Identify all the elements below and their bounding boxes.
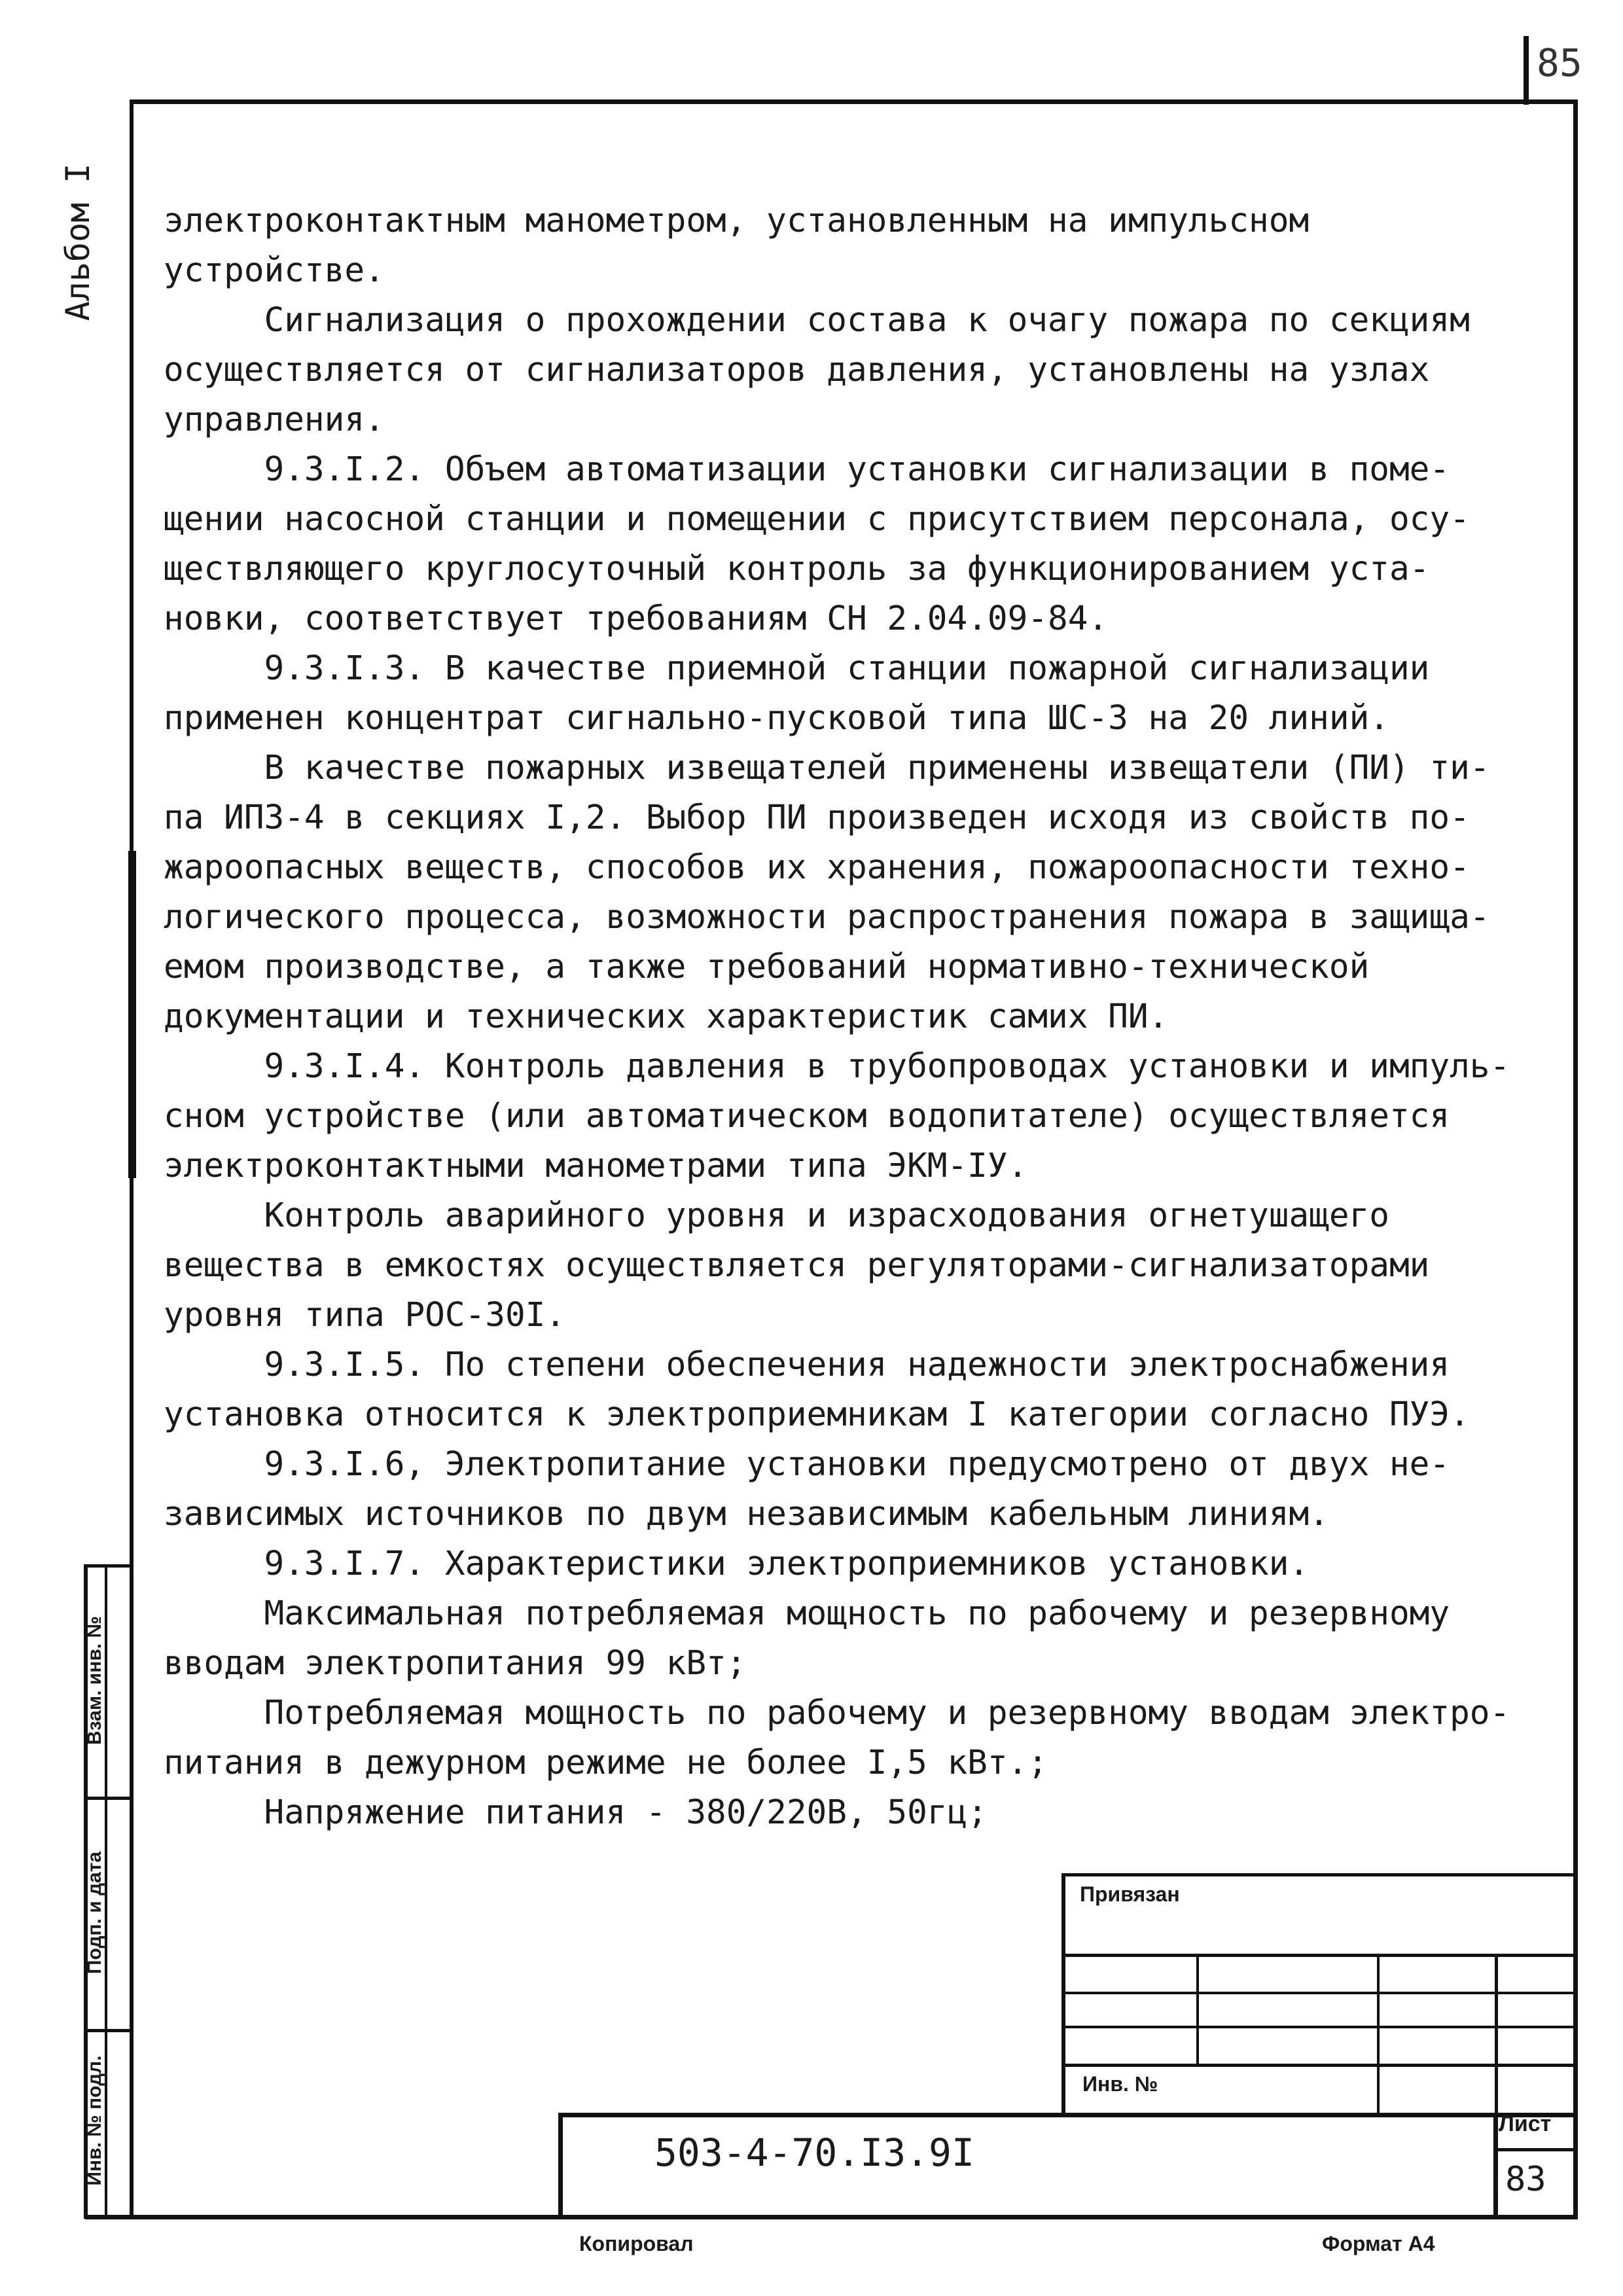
body-line: па ИПЗ-4 в секциях I,2. Выбор ПИ произведен исходя из свойств по- (164, 798, 1470, 837)
side-inv-podl-label: Инв. № подл. (84, 2055, 105, 2186)
tb-upper-left (1061, 1873, 1065, 2115)
body-line: 9.3.I.6, Электропитание установки предусмотрено от двух не- (164, 1445, 1450, 1484)
body-line: сном устройстве (или автоматическом водопитателе) осуществляется (164, 1097, 1450, 1136)
copied-label: Копировал (579, 2232, 694, 2255)
body-line: 9.3.I.4. Контроль давления в трубопроводах установки и импуль- (164, 1047, 1510, 1086)
tb-row-4 (1061, 2064, 1576, 2067)
body-line: Контроль аварийного уровня и израсходования огнетушащего (164, 1196, 1389, 1235)
body-line: жароопасных веществ, способов их хранения, пожароопасности техно- (164, 848, 1470, 887)
body-line: новки, соответствует требованиям СН 2.04.09-84. (164, 600, 1109, 638)
document-code: 503-4-70.I3.9I (654, 2130, 974, 2175)
tb-row-3 (1061, 2026, 1576, 2028)
body-line: зависимых источников по двум независимым кабельным линиям. (164, 1495, 1329, 1534)
format-label: Формат А4 (1322, 2232, 1435, 2255)
body-line: устройстве. (164, 251, 385, 290)
body-line: применен концентрат сигнально-пусковой типа ШС-3 на 20 линий. (164, 699, 1389, 738)
body-line: логического процесса, возможности распространения пожара в защища- (164, 898, 1490, 937)
privyazan-label: Привязан (1080, 1882, 1180, 1906)
frame-bottom (85, 2215, 1578, 2219)
body-line: 9.3.I.7. Характеристики электроприемников установки. (164, 1545, 1310, 1583)
body-line: управления. (164, 401, 385, 439)
body-text (164, 196, 1551, 1838)
sheet-label: Лист (1499, 2111, 1552, 2136)
body-line: вещества в емкостях осуществляется регуляторами-сигнализаторами (164, 1246, 1430, 1285)
body-line: уровня типа РОС-30I. (164, 1296, 566, 1335)
body-line: 9.3.I.3. В качестве приемной станции пожарной сигнализации (164, 649, 1430, 688)
body-line: электроконтактными манометрами типа ЭКМ-IУ. (164, 1147, 1028, 1185)
corner-mark (1524, 36, 1529, 105)
body-line: документации и технических характеристик самих ПИ. (164, 997, 1169, 1036)
body-line: ществляющего круглосуточный контроль за функционированием уста- (164, 550, 1430, 588)
body-line: Напряжение питания - 380/220В, 50гц; (164, 1793, 988, 1832)
tb-main-top (558, 2113, 1577, 2117)
frame-top (130, 99, 1577, 104)
body-line: Сигнализация о прохождении состава к очагу пожара по секциям (164, 301, 1470, 340)
body-line: установка относится к электроприемникам I категории согласно ПУЭ. (164, 1395, 1470, 1434)
tb-col-1 (1196, 1954, 1199, 2064)
body-line: электроконтактным манометром, установленным на импульсном (164, 202, 1310, 240)
tb-col-3 (1495, 1954, 1498, 2115)
frame-right (1573, 99, 1578, 2217)
tb-main-left (558, 2113, 563, 2217)
body-line: В качестве пожарных извещателей применены извещатели (ПИ) ти- (164, 749, 1490, 787)
tb-col-2 (1377, 1954, 1380, 2115)
body-line: вводам электропитания 99 кВт; (164, 1644, 747, 1683)
body-line: питания в дежурном режиме не более I,5 кВт.; (164, 1744, 1048, 1782)
body-line: осуществляется от сигнализаторов давления, установлены на узлах (164, 351, 1430, 389)
tb-row-1 (1061, 1954, 1576, 1957)
body-line: Потребляемая мощность по рабочему и резервному вводам электро- (164, 1694, 1510, 1732)
page-corner-number: 85 (1537, 41, 1582, 85)
sheet-number: 83 (1505, 2160, 1546, 2199)
album-label: Альбом I (59, 163, 97, 321)
body-line: 9.3.I.5. По степени обеспечения надежности электроснабжения (164, 1346, 1450, 1384)
tb-sheet-divider (1493, 2113, 1498, 2217)
body-line: 9.3.I.2. Объем автоматизации установки сигнализации в поме- (164, 450, 1450, 489)
body-line: Максимальная потребляемая мощность по рабочему и резервному (164, 1594, 1450, 1633)
side-podp-data-label: Подп. и дата (84, 1851, 105, 1975)
frame-left-thick (128, 851, 136, 1178)
side-vzam-inv-label: Взам. инв. № (84, 1616, 105, 1745)
body-line: щении насосной станции и помещении с присутствием персонала, осу- (164, 500, 1470, 539)
tb-sheet-rule (1493, 2148, 1577, 2151)
tb-upper-top (1061, 1873, 1576, 1876)
body-line: емом производстве, а также требований нормативно-технической (164, 948, 1370, 986)
tb-row-2 (1061, 1992, 1576, 1994)
inv-no-label: Инв. № (1082, 2072, 1158, 2096)
